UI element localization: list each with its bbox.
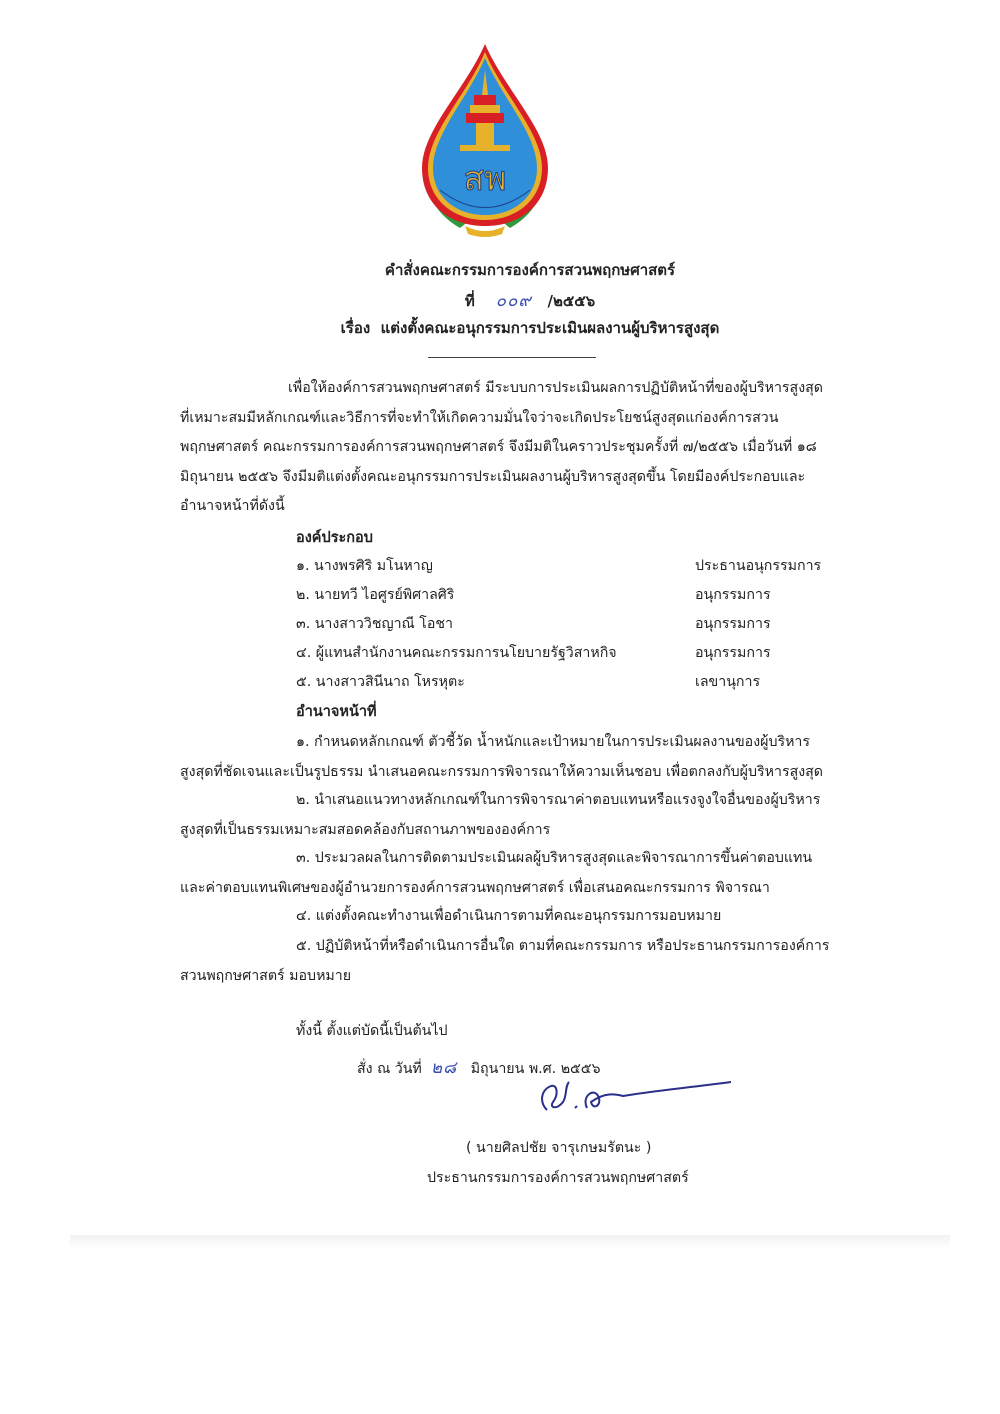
- order-number-value: ๐๐๙: [495, 291, 532, 311]
- signature-image: [535, 1072, 745, 1122]
- crest-logo-icon: [410, 40, 560, 240]
- member-role: อนุกรรมการ: [695, 616, 771, 632]
- duty-item: ๒. นำเสนอแนวทางหลักเกณฑ์ในการพิจารณาค่าตอบแทนหรือแรงจูงใจอื่นของผู้บริหาร สูงสุดที่เป็นธรรมเหมาะสมสอดคล้องกับสถานภาพขององค์การ: [180, 792, 821, 838]
- duty-item: ๓. ประมวลผลในการติดตามประเมินผลผู้บริหารสูงสุดและพิจารณาการขึ้นค่าตอบแทน และค่าตอบแทนพิเศษของผู้อำนวยการองค์การสวนพฤกษศาสตร์ เพื่อเสนอคณะกรรมการ พิจารณา: [180, 850, 813, 896]
- composition-heading: องค์ประกอบ: [296, 530, 373, 546]
- member-role: ประธานอนุกรรมการ: [695, 558, 822, 574]
- date-day: ๒๘: [430, 1058, 458, 1078]
- member-name: ๓. นางสาววิชญาณี โอชา: [296, 616, 453, 632]
- member-name: ๔. ผู้แทนสำนักงานคณะกรรมการนโยบายรัฐวิสาหกิจ: [296, 645, 617, 661]
- member-name: ๒. นายทวี ไอศูรย์พิศาลศิริ: [296, 587, 455, 603]
- header-divider: [428, 357, 596, 358]
- signer-position: ประธานกรรมการองค์การสวนพฤกษศาสตร์: [427, 1170, 689, 1186]
- paragraph-line: ที่เหมาะสมมีหลักเกณฑ์และวิธีการที่จะทำให้เกิดความมั่นใจว่าจะเกิดประโยชน์สูงสุดแก่องค์การสวน: [180, 409, 779, 426]
- member-name: ๕. นางสาวสินีนาถ โหรหุตะ: [296, 674, 465, 690]
- member-role: อนุกรรมการ: [695, 645, 771, 661]
- duties-heading: อำนาจหน้าที่: [296, 704, 377, 720]
- intro-paragraph: [180, 374, 892, 522]
- duty-item: ๑. กำหนดหลักเกณฑ์ ตัวชี้วัด น้ำหนักและเป้าหมายในการประเมินผลงานของผู้บริหาร สูงสุดที่ชัดเจนและเป็นรูปธรรม นำเสนอคณะกรรมการพิจารณาให้ความเห็นชอบ เพื่อตกลงกับผู้บริหารสูงสุด: [180, 734, 824, 780]
- svg-text:สพ: สพ: [463, 159, 507, 199]
- order-number-year: /๒๕๕๖: [547, 292, 596, 310]
- member-role: อนุกรรมการ: [695, 587, 771, 603]
- paragraph-line: เพื่อให้องค์การสวนพฤกษศาสตร์ มีระบบการประเมินผลการปฏิบัติหน้าที่ของผู้บริหารสูงสุด: [288, 380, 824, 396]
- organization-logo: [410, 40, 560, 240]
- order-number-label: ที่: [464, 292, 475, 310]
- date-suffix: มิถุนายน พ.ศ. ๒๕๕๖: [470, 1061, 601, 1077]
- member-role: เลขานุการ: [695, 674, 761, 690]
- paragraph-line: มิถุนายน ๒๕๕๖ จึงมีมติแต่งตั้งคณะอนุกรรมการประเมินผลงานผู้บริหารสูงสุดขึ้น โดยมีองค์ประกอบและ: [180, 468, 806, 485]
- order-title: คำสั่งคณะกรรมการองค์การสวนพฤกษศาสตร์: [384, 261, 676, 279]
- order-number: [30, 287, 1000, 314]
- paragraph-line: พฤกษศาสตร์ คณะกรรมการองค์การสวนพฤกษศาสตร์ จึงมีมติในคราวประชุมครั้งที่ ๗/๒๕๕๖ เมื่อวันที่ ๑๘: [180, 439, 817, 455]
- date-prefix: สั่ง ณ วันที่: [357, 1061, 422, 1077]
- duty-item: ๕. ปฏิบัติหน้าที่หรือดำเนินการอื่นใด ตามที่คณะกรรมการ หรือประธานกรรมการองค์การ สวนพฤกษศาสตร์ มอบหมาย: [180, 938, 830, 984]
- effective-statement: ทั้งนี้ ตั้งแต่บัดนี้เป็นต้นไป: [296, 1023, 448, 1039]
- subject-label: เรื่อง: [340, 319, 371, 337]
- page-shadow: [70, 1235, 950, 1249]
- signer-name: ( นายศิลปชัย จารุเกษมรัตนะ ): [466, 1140, 652, 1156]
- paragraph-line: อำนาจหน้าที่ดังนี้: [180, 498, 285, 514]
- order-subject: [30, 316, 1000, 340]
- subject-text: แต่งตั้งคณะอนุกรรมการประเมินผลงานผู้บริหารสูงสุด: [380, 319, 720, 337]
- duty-item: ๔. แต่งตั้งคณะทำงานเพื่อดำเนินการตามที่คณะอนุกรรมการมอบหมาย: [296, 908, 722, 924]
- member-name: ๑. นางพรศิริ มโนหาญ: [296, 558, 433, 574]
